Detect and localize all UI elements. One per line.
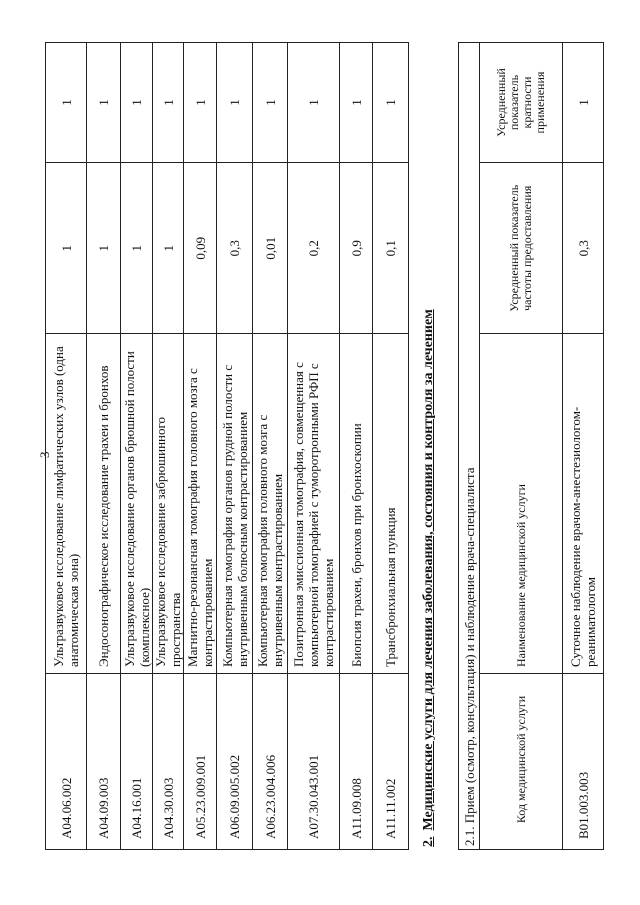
service-code: A04.09.003 <box>87 673 121 849</box>
service-name: Ультразвуковое исследование забрюшинного пространства <box>153 334 184 673</box>
table-row <box>46 43 87 850</box>
subsection-title-row <box>459 43 480 850</box>
service-multiplicity: 1 <box>563 43 604 163</box>
service-frequency: 0,3 <box>217 163 253 334</box>
table-row <box>87 43 121 850</box>
table-row <box>563 43 604 850</box>
table-row <box>217 43 253 850</box>
header-row <box>480 43 563 850</box>
service-frequency: 1 <box>46 163 87 334</box>
header-multiplicity: Усредненный показатель кратности применения <box>480 43 563 163</box>
header-frequency: Усредненный показатель частоты предоставления <box>480 163 563 334</box>
service-name: Суточное наблюдение врачом-анестезиологом-реаниматологом <box>563 334 604 673</box>
service-multiplicity: 1 <box>253 43 288 163</box>
service-name: Ультразвуковое исследование органов брюшной полости (комплексное) <box>121 334 153 673</box>
service-code: B01.003.003 <box>563 673 604 849</box>
service-multiplicity: 1 <box>121 43 153 163</box>
table-row <box>121 43 153 850</box>
service-frequency: 0,9 <box>340 163 373 334</box>
subsection-title: 2.1. Прием (осмотр, консультация) и наблюдение врача-специалиста <box>459 43 480 850</box>
service-multiplicity: 1 <box>87 43 121 163</box>
section-number: 2. <box>421 836 436 847</box>
service-code: A05.23.009.001 <box>184 673 217 849</box>
subsection-table <box>458 42 604 850</box>
service-code: A11.09.008 <box>340 673 373 849</box>
service-frequency: 0,09 <box>184 163 217 334</box>
table-row <box>373 43 409 850</box>
service-frequency: 0,1 <box>373 163 409 334</box>
page-number: 3 <box>37 451 52 458</box>
service-code: A06.23.004.006 <box>253 673 288 849</box>
service-name: Магнитно-резонансная томография головного мозга с контрастированием <box>184 334 217 673</box>
service-multiplicity: 1 <box>46 43 87 163</box>
service-name: Компьютерная томография головного мозга с внутривенным контрастированием <box>253 334 288 673</box>
service-multiplicity: 1 <box>153 43 184 163</box>
service-frequency: 0,2 <box>288 163 340 334</box>
service-frequency: 1 <box>121 163 153 334</box>
service-multiplicity: 1 <box>288 43 340 163</box>
service-frequency: 0,3 <box>563 163 604 334</box>
service-name: Биопсия трахеи, бронхов при бронхоскопии <box>340 334 373 673</box>
service-frequency: 1 <box>153 163 184 334</box>
service-code: A04.30.003 <box>153 673 184 849</box>
table-row <box>253 43 288 850</box>
service-name: Ультразвуковое исследование лимфатических узлов (одна анатомическая зона) <box>46 334 87 673</box>
header-code: Код медицинской услуги <box>480 673 563 849</box>
service-code: A07.30.043.001 <box>288 673 340 849</box>
service-name: Компьютерная томография органов грудной полости с внутривенным болюсным контрастированием <box>217 334 253 673</box>
service-code: A11.11.002 <box>373 673 409 849</box>
service-multiplicity: 1 <box>340 43 373 163</box>
service-code: A06.09.005.002 <box>217 673 253 849</box>
service-name: Позитронная эмиссионная томография, совмещенная с компьютерной томографией с туморотропными РФП с контрастированием <box>288 334 340 673</box>
section-title: Медицинские услуги для лечения заболевания, состояния и контроля за лечением <box>421 309 436 831</box>
service-frequency: 0,01 <box>253 163 288 334</box>
service-multiplicity: 1 <box>184 43 217 163</box>
table-row <box>153 43 184 850</box>
table-row <box>288 43 340 850</box>
service-frequency: 1 <box>87 163 121 334</box>
section-heading <box>421 309 437 847</box>
service-code: A04.06.002 <box>46 673 87 849</box>
table-row <box>340 43 373 850</box>
header-name: Наименование медицинской услуги <box>480 334 563 673</box>
service-code: A04.16.001 <box>121 673 153 849</box>
table-row <box>184 43 217 850</box>
service-name: Эндосонографическое исследование трахеи и бронхов <box>87 334 121 673</box>
service-multiplicity: 1 <box>373 43 409 163</box>
services-table <box>45 42 409 850</box>
service-multiplicity: 1 <box>217 43 253 163</box>
service-name: Трансбронхиальная пункция <box>373 334 409 673</box>
